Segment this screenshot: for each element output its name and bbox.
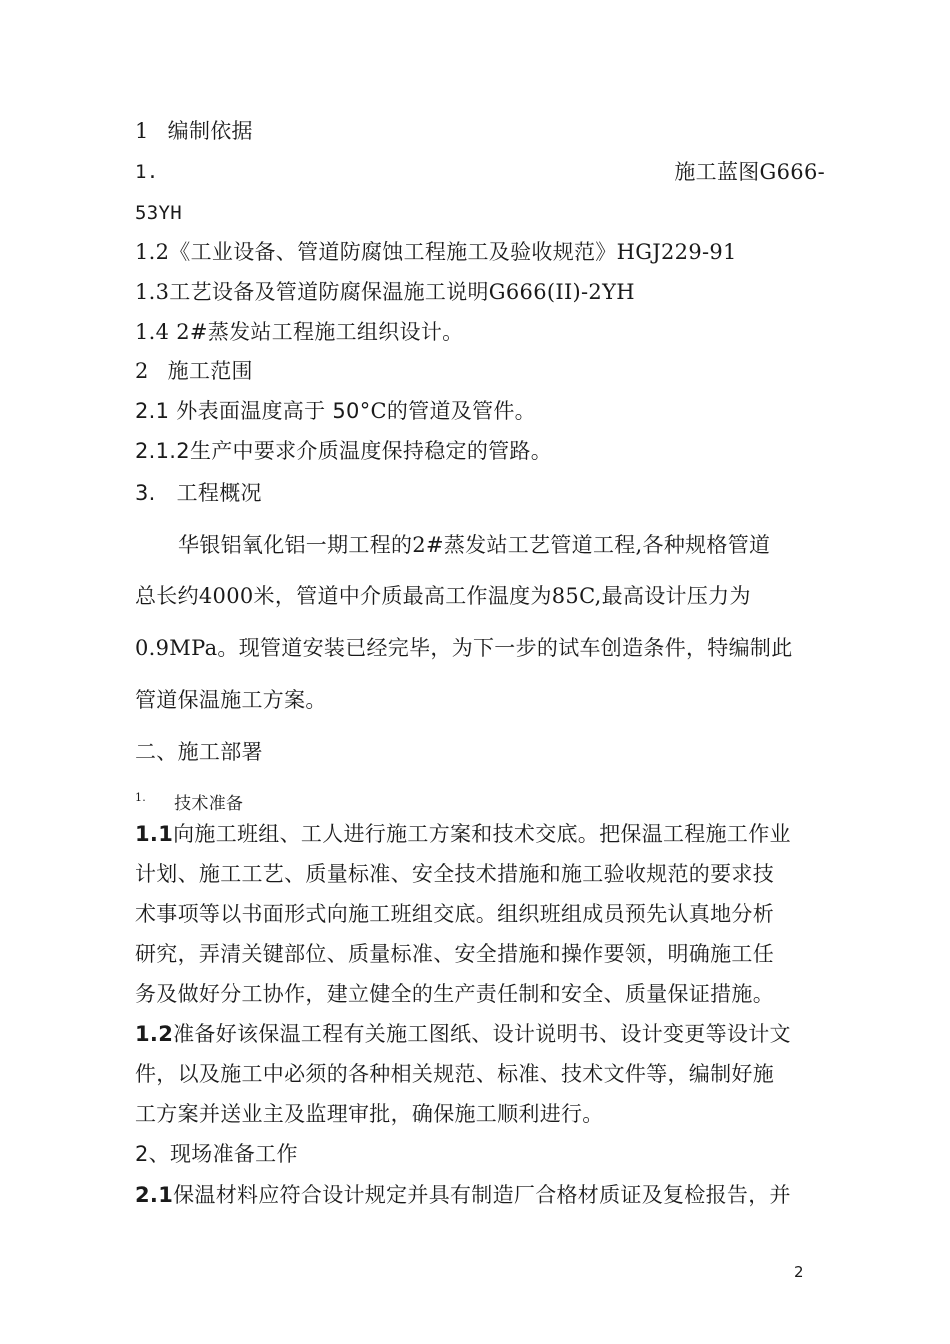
item-text: 生产中要求介质温度保持稳定的管路。 [189, 439, 553, 463]
subsection-number: 1. [135, 791, 147, 804]
subsection-number: 2 [135, 1142, 149, 1166]
item-number: 1.1 [135, 822, 174, 846]
para-1-2-line-1 [135, 1019, 825, 1049]
para-1-2-line-3: 工方案并送业主及监理审批，确保施工顺利进行。 [135, 1102, 604, 1126]
section-number: 3. [135, 481, 156, 505]
para-1-1-line-4: 研究，弄清关键部位、质量标准、安全措施和操作要领，明确施工任 [135, 942, 774, 966]
basis-item-2: 1.2《工业设备、管道防腐蚀工程施工及验收规范》HGJ229-91 [135, 240, 737, 264]
section-2-heading [135, 356, 825, 386]
para-1-1-line-5: 务及做好分工协作，建立健全的生产责任制和安全、质量保证措施。 [135, 982, 774, 1006]
item-text: 向施工班组、工人进行施工方案和技术交底。把保温工程施工作业 [173, 822, 791, 846]
page-number: 2 [794, 1263, 804, 1281]
item-number: 1.2 [135, 1022, 174, 1046]
section-title: 编制依据 [167, 119, 253, 143]
basis-item-1-continuation: 53YH [135, 202, 182, 224]
scope-item-1 [135, 396, 825, 426]
subsection-title: 、现场准备工作 [148, 1142, 298, 1166]
item-number: 2.1.2 [135, 439, 190, 463]
item-number: 2.1 [135, 1183, 174, 1207]
overview-line-1: 华银铝氧化铝一期工程的2#蒸发站工艺管道工程,各种规格管道 [178, 533, 771, 557]
item-number: 1. [135, 161, 159, 183]
para-1-1-line-2: 计划、施工工艺、质量标准、安全技术措施和施工验收规范的要求技 [135, 862, 774, 886]
para-1-1-line-3: 术事项等以书面形式向施工班组交底。组织班组成员预先认真地分析 [135, 902, 774, 926]
section-number: 2 [135, 359, 149, 383]
item-number: 2.1 [135, 399, 170, 423]
item-temperature: 50° [332, 399, 371, 423]
section-1-heading [135, 116, 825, 146]
para-2-1-line-1 [135, 1180, 825, 1210]
section-title: 工程概况 [176, 481, 262, 505]
section-3-heading [135, 478, 825, 508]
overview-line-3: 0.9MPa。现管道安装已经完毕，为下一步的试车创造条件，特编制此 [135, 636, 793, 660]
item-text-a: 外表面温度高于 [176, 399, 326, 423]
item-text: 准备好该保温工程有关施工图纸、设计说明书、设计变更等设计文 [173, 1022, 791, 1046]
section-number: 1 [135, 119, 149, 143]
overview-line-2: 总长约4000米，管道中介质最高工作温度为85C,最高设计压力为 [135, 584, 751, 608]
item-text-b: C的管道及管件。 [370, 399, 536, 423]
basis-item-3: 1.3工艺设备及管道防腐保温施工说明G666(II)-2YH [135, 280, 635, 304]
subsection-title: 技术准备 [174, 794, 244, 814]
para-1-1-line-1 [135, 819, 825, 849]
part-2-heading: 二、施工部署 [135, 740, 263, 764]
item-text: 保温材料应符合设计规定并具有制造厂合格材质证及复检报告，并 [173, 1183, 791, 1207]
overview-line-4: 管道保温施工方案。 [135, 688, 327, 712]
section-title: 施工范围 [167, 359, 253, 383]
basis-item-1 [135, 157, 825, 187]
item-text: 施工蓝图G666- [674, 160, 825, 184]
scope-item-2 [135, 436, 825, 466]
subsection-1-heading [135, 783, 825, 819]
para-1-2-line-2: 件，以及施工中必须的各种相关规范、标准、技术文件等，编制好施 [135, 1062, 774, 1086]
subsection-2-heading [135, 1139, 825, 1169]
basis-item-4: 1.4 2#蒸发站工程施工组织设计。 [135, 320, 464, 344]
